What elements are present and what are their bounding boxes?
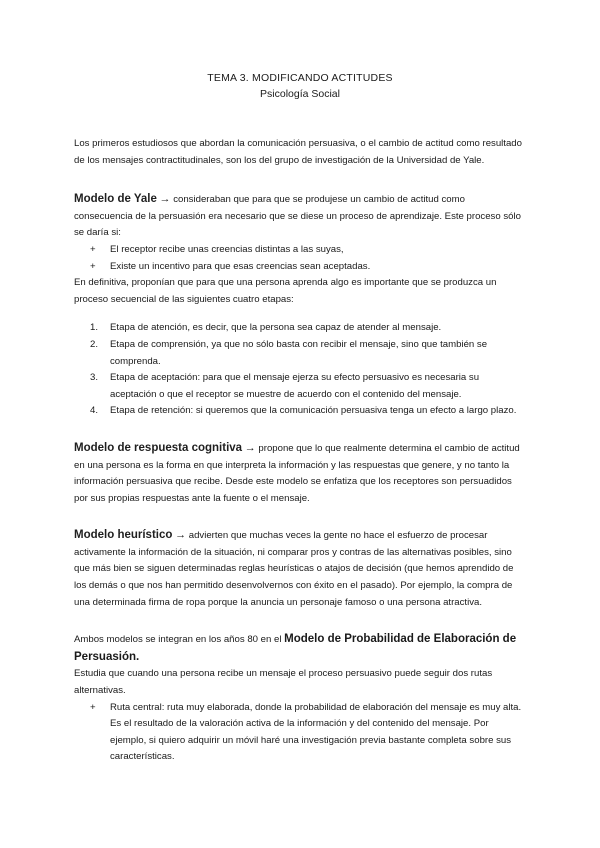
cognitive-arrow: → (244, 441, 256, 454)
bullet-text: Existe un incentivo para que esas creencias sean aceptadas. (110, 260, 371, 272)
heuristic-paragraph (74, 527, 526, 611)
list-item (90, 242, 526, 259)
heuristic-text: advierten que muchas veces la gente no hace el esfuerzo de procesar activamente la información de la situación, ni comparar pros y contras de las alternativas posibles, sino que más bien se siguen determinadas reglas heurísticas o atajos de decisión (que hemos aprendido de los demás o que nos han permitido desenvolvernos con éxito en el pasado). Por ejemplo, la compra de una determinada firma de ropa porque la anuncia un personaje famoso o una persona atractiva. (74, 530, 514, 608)
bullet-marker: + (90, 260, 96, 272)
list-item (90, 370, 526, 403)
step-number: 2. (90, 338, 99, 350)
intro-paragraph: Los primeros estudiosos que abordan la comunicación persuasiva, o el cambio de actitud como resultado de los mensajes contractitudinales, son los del grupo de investigación de la Universidad de Yale. (74, 138, 522, 166)
yale-section (74, 191, 526, 420)
cognitive-text: propone que lo que realmente determina el cambio de actitud en una persona es la forma en que interpreta la información y las respuestas que genere, y no tanto la información persuasiva que recibe. Desde este modelo se enfatiza que los receptores son persuadidos por sus propias respuestas ante la fuente o el mensaje. (74, 442, 520, 504)
list-item (90, 320, 526, 337)
elm-heading: Modelo de Probabilidad de Elaboración de Persuasión. (74, 633, 517, 663)
heuristic-heading: Modelo heurístico (74, 529, 173, 542)
cognitive-heading: Modelo de respuesta cognitiva (74, 441, 243, 454)
step-text: Etapa de retención: si queremos que la comunicación persuasiva tenga un efecto a largo plazo. (110, 405, 517, 417)
step-number: 3. (90, 372, 99, 384)
elm-text: Estudia que cuando una persona recibe un mensaje el proceso persuasivo puede seguir dos rutas alternativas. (74, 668, 493, 697)
cognitive-section (74, 440, 526, 507)
yale-paragraph (74, 191, 526, 242)
elm-lead: Ambos modelos se integran en los años 80 en el (74, 634, 282, 646)
stages-list (74, 320, 526, 420)
step-number: 1. (90, 322, 99, 334)
heuristic-arrow: → (175, 529, 187, 542)
list-item (90, 337, 526, 370)
step-text: Etapa de atención, es decir, que la persona sea capaz de atender al mensaje. (110, 322, 442, 334)
yale-bullet-list (74, 242, 526, 275)
title-block (74, 70, 526, 102)
step-number: 4. (90, 405, 99, 417)
list-item (90, 259, 526, 276)
document-title: TEMA 3. MODIFICANDO ACTITUDES (207, 72, 393, 84)
elm-intro (74, 631, 526, 666)
step-text: Etapa de comprensión, ya que no sólo basta con recibir el mensaje, sino que también se comprenda. (110, 338, 488, 367)
step-text: Etapa de aceptación: para que el mensaje ejerza su efecto persuasivo es necesaria su aceptación o que el receptor se muestre de acuerdo con el contenido del mensaje. (110, 372, 480, 400)
bullet-text: Ruta central: ruta muy elaborada, donde la probabilidad de elaboración del mensaje es muy alta. Es el resultado de la valoración activa de la información y del contenido del mensaje. Por ejemplo, si quiero adquirir un móvil haré una investigación previa bastante completa sobre sus características. (110, 701, 522, 763)
yale-arrow: → (159, 193, 171, 206)
bullet-marker: + (90, 701, 96, 713)
cognitive-paragraph (74, 440, 526, 507)
heuristic-section (74, 527, 526, 611)
list-item (90, 403, 526, 420)
yale-text: consideraban que para que se produjese un cambio de actitud como consecuencia de la persuasión era necesario que se diese un proceso de aprendizaje. Este proceso sólo se daría si: (74, 194, 521, 239)
document-subtitle: Psicología Social (260, 88, 340, 100)
yale-heading: Modelo de Yale (74, 193, 157, 206)
elm-section (74, 631, 526, 766)
elm-bullet-list (74, 700, 526, 766)
list-item (90, 700, 526, 766)
bullet-marker: + (90, 243, 96, 255)
yale-conclusion: En definitiva, proponían que para que una persona aprenda algo es importante que se produzca un proceso secuencial de las siguientes cuatro etapas: (74, 277, 497, 305)
bullet-text: El receptor recibe unas creencias distintas a las suyas, (110, 243, 344, 255)
